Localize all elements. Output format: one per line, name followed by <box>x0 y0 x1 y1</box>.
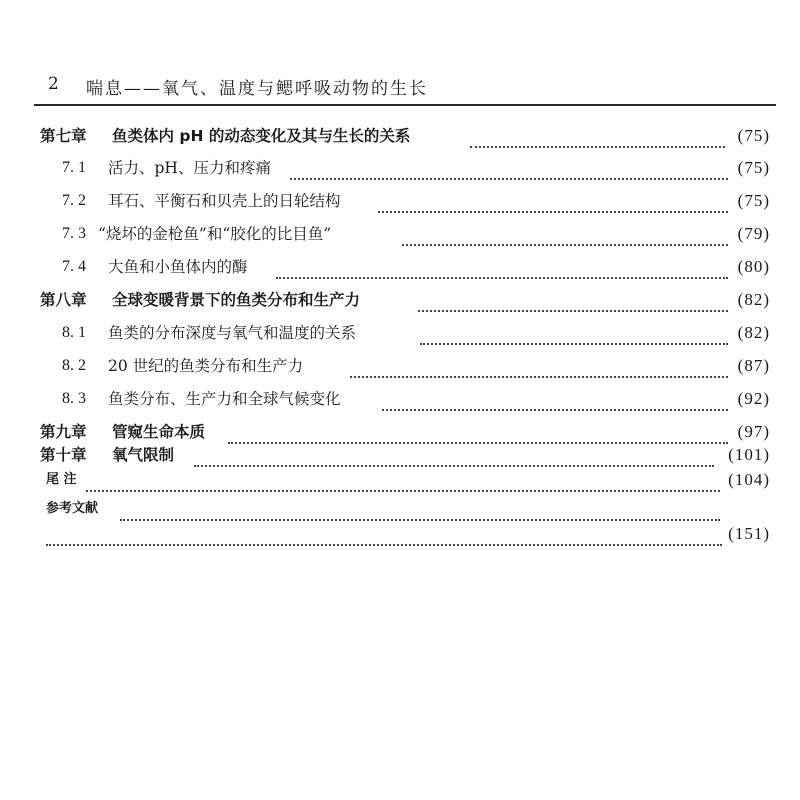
toc-entry-section-7-1[interactable] <box>62 154 770 182</box>
toc-entry-number: 第十章 <box>40 446 87 464</box>
dot-leader <box>46 516 722 546</box>
toc-entry-number: 参考文献 <box>46 501 99 516</box>
dot-leader <box>420 315 728 345</box>
toc-entry-endnotes[interactable] <box>46 466 770 494</box>
toc-entry-page: (92) <box>737 389 770 408</box>
dot-leader <box>382 381 728 411</box>
toc-entry-chapter-7[interactable] <box>40 122 770 150</box>
toc-entry-number: 7. 1 <box>62 159 86 176</box>
running-title: 喘息——氧气、温度与鳃呼吸动物的生长 <box>86 79 428 99</box>
dot-leader <box>402 216 728 246</box>
toc-entry-section-8-1[interactable] <box>62 319 770 347</box>
toc-entry-number: 7. 4 <box>62 258 86 275</box>
toc-entry-page: (79) <box>737 224 770 243</box>
toc-entry-page: (87) <box>737 356 770 375</box>
toc-entry-title: 管窥生命本质 <box>112 423 206 441</box>
toc-entry-title: 鱼类的分布深度与氧气和温度的关系 <box>108 324 357 342</box>
toc-entry-section-8-2[interactable] <box>62 352 770 380</box>
toc-entry-title: 鱼类分布、生产力和全球气候变化 <box>108 390 341 408</box>
dot-leader <box>378 183 728 213</box>
toc-entry-number: 7. 3 <box>62 225 86 242</box>
toc-entry-title: 大鱼和小鱼体内的酶 <box>108 258 248 276</box>
toc-entry-number: 尾 注 <box>46 472 77 487</box>
dot-leader <box>418 282 728 312</box>
toc-entry-page: (82) <box>737 290 770 309</box>
toc-entry-section-7-4[interactable] <box>62 253 770 281</box>
toc-entry-number: 8. 2 <box>62 357 86 374</box>
toc-entry-title: 全球变暖背景下的鱼类分布和生产力 <box>112 291 361 309</box>
toc-entry-page: (82) <box>737 323 770 342</box>
toc-entry-page: (80) <box>737 257 770 276</box>
toc-entry-section-7-2[interactable] <box>62 187 770 215</box>
toc-entry-references-page <box>46 520 770 548</box>
page-number: 2 <box>48 74 60 94</box>
toc-entry-title: 氧气限制 <box>112 446 175 464</box>
toc-entry-page: (101) <box>728 445 770 464</box>
dot-leader <box>290 150 728 180</box>
toc-entry-page: (75) <box>737 191 770 210</box>
toc-entry-page: (151) <box>728 524 770 543</box>
toc-entry-number: 8. 1 <box>62 324 86 341</box>
toc-entry-page: (104) <box>728 470 770 489</box>
toc-entry-title: 活力、pH、压力和疼痛 <box>108 159 271 177</box>
dot-leader <box>276 249 728 279</box>
dot-leader <box>86 462 720 492</box>
toc-entry-section-8-3[interactable] <box>62 385 770 413</box>
toc-entry-page: (75) <box>737 126 770 145</box>
toc-entry-page: (75) <box>737 158 770 177</box>
toc-entry-section-7-3[interactable] <box>62 220 770 248</box>
toc-entry-title: 20 世纪的鱼类分布和生产力 <box>108 357 304 375</box>
dot-leader <box>470 118 725 148</box>
toc-entry-number: 8. 3 <box>62 390 86 407</box>
toc-entry-title: 鱼类体内 pH 的动态变化及其与生长的关系 <box>112 127 411 145</box>
toc-entry-title: “烧坏的金枪鱼”和“胶化的比目鱼” <box>98 225 332 243</box>
toc-entry-number: 7. 2 <box>62 192 86 209</box>
toc-entry-page: (97) <box>737 422 770 441</box>
toc-entry-number: 第九章 <box>40 423 87 441</box>
toc-entry-chapter-8[interactable] <box>40 286 770 314</box>
toc-entry-number: 第八章 <box>40 291 87 309</box>
toc-entry-number: 第七章 <box>40 127 87 145</box>
dot-leader <box>350 348 728 378</box>
toc-entry-title: 耳石、平衡石和贝壳上的日轮结构 <box>108 192 341 210</box>
